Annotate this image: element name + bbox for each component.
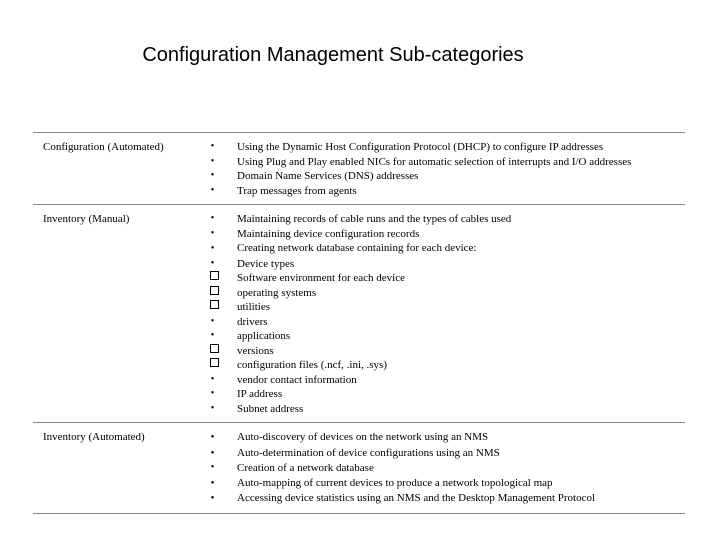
list-item [188,257,685,272]
bullet-icon [188,241,237,257]
page-title: Configuration Management Sub-categories [142,44,524,66]
bullet-icon [188,446,237,462]
list-item [188,491,685,507]
bullet-icon [188,140,237,155]
bullet-icon [188,155,237,170]
table-row [33,205,685,423]
item-text: Auto-discovery of devices on the network using an NMS [237,431,489,443]
list-item [188,315,685,330]
item-text: Using Plug and Play enabled NICs for automatic selection of interrupts and I/O addresses [237,155,632,168]
checkbox-bullet-icon [188,358,237,373]
list-item [188,212,685,227]
bullet-icon [188,329,237,344]
item-text: versions [237,344,274,357]
item-text: utilities [237,301,270,313]
item-text: operating systems [237,286,317,299]
item-text: Domain Name Services (DNS) addresses [237,170,419,182]
list-item [188,387,685,402]
item-text: vendor contact information [237,373,357,386]
item-text: IP address [237,388,283,400]
list-item [188,446,685,462]
checkbox-bullet-icon [188,300,237,315]
category-cell: Configuration (Automated) [43,141,164,153]
item-text: Auto-determination of device configurations using an NMS [237,446,500,459]
list-item [188,373,685,388]
item-text: Using the Dynamic Host Configuration Protocol (DHCP) to configure IP addresses [237,141,604,153]
checkbox-bullet-icon [188,344,237,359]
bullet-icon [188,387,237,402]
item-text: Maintaining records of cable runs and the types of cables used [237,213,512,225]
list-item [188,241,685,257]
item-text: Maintaining device configuration records [237,227,420,240]
bullet-icon [188,402,237,417]
bullet-icon [188,169,237,184]
bullet-icon [188,257,237,272]
bullet-icon [188,476,237,492]
list-item [188,227,685,242]
category-cell: Inventory (Automated) [43,431,145,443]
item-text: Trap messages from agents [237,184,357,197]
category-cell: Inventory (Manual) [43,213,130,225]
bullet-icon [188,373,237,388]
list-item [188,430,685,446]
list-item [188,271,685,286]
list-item [188,140,685,155]
bullet-icon [188,184,237,199]
item-text: applications [237,330,291,342]
bullet-icon [188,315,237,330]
item-text: configuration files (.ncf, .ini, .sys) [237,359,387,371]
list-item [188,358,685,373]
list-item [188,476,685,492]
items-cell [188,133,685,204]
list-item [188,155,685,170]
list-item [188,184,685,199]
list-item [188,169,685,184]
item-text: Creating network database containing for each device: [237,242,477,254]
list-item [188,329,685,344]
items-cell [188,423,685,513]
list-item [188,300,685,315]
checkbox-bullet-icon [188,286,237,301]
list-item [188,344,685,359]
item-text: Auto-mapping of current devices to produce a network topological map [237,476,553,489]
table-row [33,133,685,205]
item-text: Accessing device statistics using an NMS and the Desktop Management Protocol [237,492,596,504]
item-text: Creation of a network database [237,462,374,474]
item-text: drivers [237,315,268,328]
bullet-icon [188,227,237,242]
checkbox-bullet-icon [188,271,237,286]
bullet-icon [188,491,237,507]
bullet-icon [188,430,237,446]
list-item [188,461,685,476]
items-cell [188,205,685,422]
bullet-icon [188,212,237,227]
item-text: Subnet address [237,402,304,415]
bullet-icon [188,461,237,476]
subcategory-table [33,132,685,514]
item-text: Device types [237,257,295,270]
list-item [188,402,685,417]
list-item [188,286,685,301]
table-row [33,423,685,514]
item-text: Software environment for each device [237,272,405,284]
